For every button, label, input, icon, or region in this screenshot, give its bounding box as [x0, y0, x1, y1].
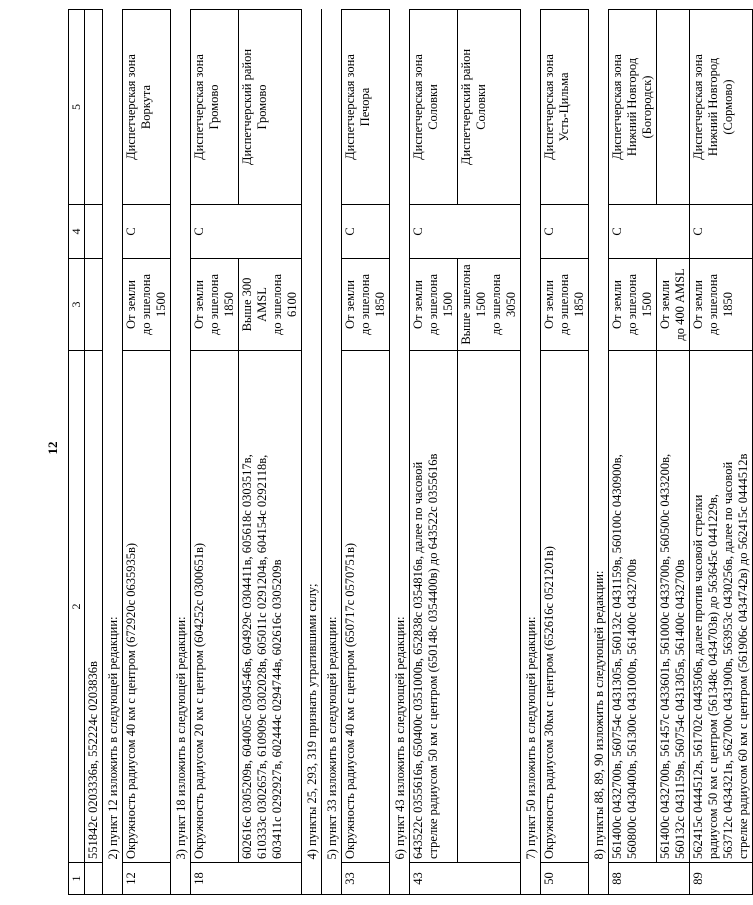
table-row	[609, 10, 657, 895]
continuation-text: 551842с 0203336в, 552224с 0203836в	[85, 351, 103, 863]
section-title-row	[103, 10, 123, 895]
section-title: 7) пункт 50 изложить в следующей редакции:	[521, 10, 541, 863]
header-cell-1: 1	[69, 863, 85, 895]
row-number: 33	[342, 863, 390, 895]
header-cell-2: 2	[69, 351, 85, 863]
row-number: 18	[191, 863, 302, 895]
table-row	[458, 10, 521, 895]
boundary-description	[458, 351, 521, 863]
table-row	[342, 10, 390, 895]
boundary-description: Окружность радиусом 40 км с центром (672920с 0635935в)	[123, 351, 171, 863]
continuation-class-cell	[85, 205, 103, 259]
section-title: 5) пункт 33 изложить в следующей редакции:	[322, 10, 342, 863]
altitude-range: От земли до эшелона 1850	[191, 259, 239, 351]
boundary-description: 561400с 0432700в, 560754с 0431305в, 560132с 0431159в, 560100с 0430900в, 560800с 0430400в, 561300с 0431000в, 561400с 0432700в	[609, 351, 657, 863]
altitude-range: Выше 300 AMSL до эшелона 6100	[239, 259, 302, 351]
boundary-description: 562415с 0444512в, 561702с 0443506в, далее против часовой стрелки радиусом 50 км с центром (561348с 0434703в) до 563645с 0441229в, 563712с 0434321в, 562700с 0431900в, 563953с 0430256в, далее по часовой стрелке радиусом 60 км с центром (561906с 0434742в) до 562415с 0444512в	[690, 351, 753, 863]
table-row	[690, 10, 753, 895]
row-number: 12	[123, 863, 171, 895]
altitude-range: От земли до эшелона 1500	[123, 259, 171, 351]
zone-name: Диспетчерский район Громово	[239, 10, 302, 205]
boundary-description: Окружность радиусом 30км с центром (652616с 0521201в)	[541, 351, 589, 863]
section-title: 3) пункт 18 изложить в следующей редакции:	[171, 10, 191, 863]
boundary-description: 602616с 0305209в, 604005с 0304546в, 604929с 0304411в, 605618с 0303517в, 610333с 0302657в, 610909с 0302028в, 605011с 0291204в, 604154с 0292118в, 603411с 0292927в, 602444с 0294744в, 602616с 0305209в	[239, 351, 302, 863]
section-title-spacer	[302, 863, 322, 895]
airspace-class: С	[541, 205, 589, 259]
table-row	[239, 10, 302, 895]
section-title-row	[302, 10, 322, 895]
airspace-class: С	[690, 205, 753, 259]
zone-name: Диспетчерская зона Усть-Цильма	[541, 10, 589, 205]
airspace-class: С	[609, 205, 690, 259]
header-row	[69, 10, 85, 895]
continuation-zone-cell	[85, 10, 103, 205]
section-title-spacer	[322, 863, 342, 895]
airspace-class: С	[342, 205, 390, 259]
continuation-num-cell	[85, 863, 103, 895]
airspace-class: С	[410, 205, 521, 259]
zone-name: Диспетчерский район Соловки	[458, 10, 521, 205]
continuation-row	[85, 10, 103, 895]
header-cell-3: 3	[69, 259, 85, 351]
continuation-range-cell	[85, 259, 103, 351]
table-row	[657, 10, 690, 895]
airspace-class: С	[191, 205, 302, 259]
section-title: 8) пункты 88, 89, 90 изложить в следующей редакции:	[589, 10, 609, 863]
boundary-description: 643522с 0355616в, 650400с 0351000в, 652838с 0354816в, далее по часовой стрелке радиусом 50 км с центром (650148с 0354400в) до 643522с 0355616в	[410, 351, 458, 863]
airspace-table	[68, 9, 753, 895]
section-title-row	[521, 10, 541, 895]
rotated-page	[68, 10, 750, 895]
section-title: 6) пункт 43 изложить в следующей редакции:	[390, 10, 410, 863]
altitude-range: От земли до эшелона 1850	[342, 259, 390, 351]
page-number: 12	[45, 441, 60, 455]
section-title-spacer	[171, 863, 191, 895]
altitude-range: От земли до эшелона 1850	[541, 259, 589, 351]
section-title: 4) пункты 25, 293, 319 признать утратившими силу;	[302, 10, 322, 863]
zone-name: Диспетчерская зона Нижний Новгород (Богородск)	[609, 10, 657, 205]
zone-name: Диспетчерская зона Громово	[191, 10, 239, 205]
section-title-row	[171, 10, 191, 895]
altitude-range: От земли до 400 AMSL	[657, 259, 690, 351]
table-row	[123, 10, 171, 895]
header-cell-5: 5	[69, 10, 85, 205]
boundary-description: 561400с 0432700в, 561457с 0433601в, 561000с 0433700в, 560500с 0433200в, 560132с 0431159в, 560754с 0431305в, 561400с 0432700в	[657, 351, 690, 863]
zone-name: Диспетчерская зона Соловки	[410, 10, 458, 205]
altitude-range: От земли до эшелона 1500	[609, 259, 657, 351]
zone-name: Диспетчерская зона Печора	[342, 10, 390, 205]
section-title-spacer	[103, 863, 123, 895]
table-body	[69, 10, 753, 895]
row-number: 88	[609, 863, 690, 895]
section-title-spacer	[589, 863, 609, 895]
altitude-range: От земли до эшелона 1850	[690, 259, 753, 351]
table-row	[410, 10, 458, 895]
table-row	[541, 10, 589, 895]
row-number: 50	[541, 863, 589, 895]
row-number: 43	[410, 863, 521, 895]
zone-name: Диспетчерская зона Воркута	[123, 10, 171, 205]
section-title-row	[589, 10, 609, 895]
zone-name	[657, 10, 690, 205]
section-title: 2) пункт 12 изложить в следующей редакции:	[103, 10, 123, 863]
section-title-spacer	[390, 863, 410, 895]
table-row	[191, 10, 239, 895]
section-title-row	[390, 10, 410, 895]
altitude-range: Выше эшелона 1500 до эшелона 3050	[458, 259, 521, 351]
altitude-range: От земли до эшелона 1500	[410, 259, 458, 351]
airspace-class: С	[123, 205, 171, 259]
boundary-description: Окружность радиусом 40 км с центром (650717с 0570751в)	[342, 351, 390, 863]
zone-name: Диспетчерская зона Нижний Новгород (Сормово)	[690, 10, 753, 205]
row-number: 89	[690, 863, 753, 895]
boundary-description: Окружность радиусом 20 км с центром (604252с 0300651в)	[191, 351, 239, 863]
section-title-spacer	[521, 863, 541, 895]
header-cell-4: 4	[69, 205, 85, 259]
section-title-row	[322, 10, 342, 895]
